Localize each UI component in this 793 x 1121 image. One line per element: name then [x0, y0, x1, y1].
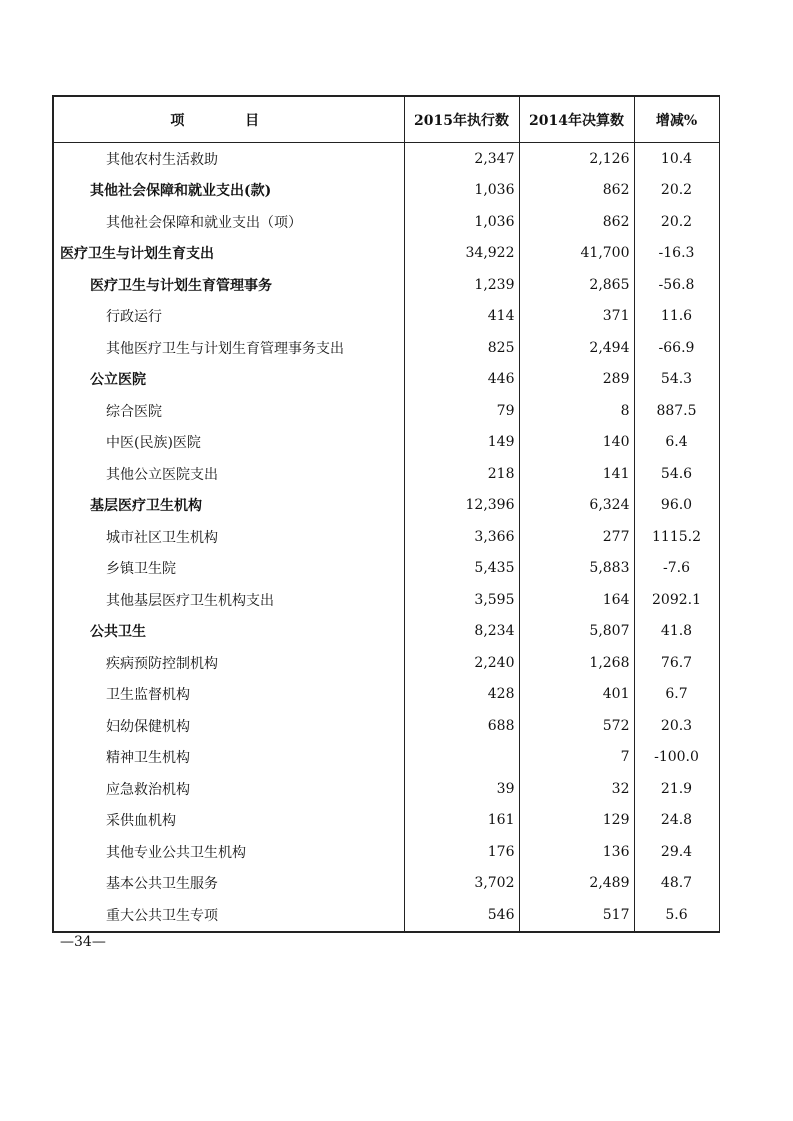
row-change-pct: -16.3	[634, 238, 719, 270]
row-value-2014: 140	[519, 427, 634, 459]
table-row	[53, 206, 719, 238]
row-value-2015: 1,239	[404, 269, 519, 301]
row-change-pct: 24.8	[634, 805, 719, 837]
row-value-2015: 12,396	[404, 490, 519, 522]
row-value-2014: 371	[519, 301, 634, 333]
budget-table	[52, 95, 720, 933]
row-value-2015: 2,347	[404, 143, 519, 175]
row-change-pct: 20.2	[634, 175, 719, 207]
row-value-2015: 39	[404, 773, 519, 805]
row-item-name: 行政运行	[53, 301, 404, 333]
row-value-2015: 1,036	[404, 206, 519, 238]
row-item-name: 城市社区卫生机构	[53, 521, 404, 553]
table-row	[53, 427, 719, 459]
row-item-name: 其他公立医院支出	[53, 458, 404, 490]
row-value-2014: 2,126	[519, 143, 634, 175]
page-number: —34—	[60, 934, 106, 950]
row-value-2014: 517	[519, 899, 634, 932]
row-change-pct: 54.6	[634, 458, 719, 490]
row-change-pct: 6.4	[634, 427, 719, 459]
row-value-2014: 129	[519, 805, 634, 837]
row-item-name: 其他农村生活救助	[53, 143, 404, 175]
row-value-2015: 414	[404, 301, 519, 333]
row-value-2015: 1,036	[404, 175, 519, 207]
row-value-2014: 2,865	[519, 269, 634, 301]
row-value-2014: 32	[519, 773, 634, 805]
row-value-2014: 5,807	[519, 616, 634, 648]
row-item-name: 应急救治机构	[53, 773, 404, 805]
table-row	[53, 868, 719, 900]
row-value-2014: 862	[519, 175, 634, 207]
row-value-2014: 141	[519, 458, 634, 490]
row-value-2015: 218	[404, 458, 519, 490]
row-value-2015: 5,435	[404, 553, 519, 585]
row-item-name: 其他社会保障和就业支出(款)	[53, 175, 404, 207]
header-change: 增减%	[634, 96, 719, 143]
row-change-pct: 54.3	[634, 364, 719, 396]
table-header-row	[53, 96, 719, 143]
row-item-name: 基本公共卫生服务	[53, 868, 404, 900]
table-row	[53, 616, 719, 648]
row-item-name: 基层医疗卫生机构	[53, 490, 404, 522]
row-value-2014: 136	[519, 836, 634, 868]
table-row	[53, 773, 719, 805]
row-value-2014: 7	[519, 742, 634, 774]
table-row	[53, 269, 719, 301]
table-row	[53, 553, 719, 585]
row-change-pct: 10.4	[634, 143, 719, 175]
row-value-2014: 2,494	[519, 332, 634, 364]
table-row	[53, 679, 719, 711]
row-value-2014: 401	[519, 679, 634, 711]
row-value-2014: 277	[519, 521, 634, 553]
header-2015: 2015年执行数	[404, 96, 519, 143]
row-change-pct: 6.7	[634, 679, 719, 711]
row-change-pct: 20.2	[634, 206, 719, 238]
row-value-2015: 546	[404, 899, 519, 932]
row-item-name: 医疗卫生与计划生育支出	[53, 238, 404, 270]
table-row	[53, 805, 719, 837]
row-item-name: 其他医疗卫生与计划生育管理事务支出	[53, 332, 404, 364]
row-item-name: 中医(民族)医院	[53, 427, 404, 459]
row-value-2014: 289	[519, 364, 634, 396]
row-value-2015: 2,240	[404, 647, 519, 679]
row-value-2015: 446	[404, 364, 519, 396]
row-item-name: 医疗卫生与计划生育管理事务	[53, 269, 404, 301]
row-item-name: 卫生监督机构	[53, 679, 404, 711]
row-change-pct: 48.7	[634, 868, 719, 900]
row-value-2015: 176	[404, 836, 519, 868]
table-row	[53, 899, 719, 932]
table-row	[53, 364, 719, 396]
row-change-pct: 76.7	[634, 647, 719, 679]
table-row	[53, 742, 719, 774]
table-body	[53, 143, 719, 932]
table-row	[53, 584, 719, 616]
row-item-name: 乡镇卫生院	[53, 553, 404, 585]
table-row	[53, 332, 719, 364]
row-value-2015: 688	[404, 710, 519, 742]
row-item-name: 综合医院	[53, 395, 404, 427]
row-change-pct: 20.3	[634, 710, 719, 742]
row-item-name: 采供血机构	[53, 805, 404, 837]
header-item: 项 目	[53, 96, 404, 143]
row-value-2015: 79	[404, 395, 519, 427]
row-change-pct: 96.0	[634, 490, 719, 522]
row-item-name: 公共卫生	[53, 616, 404, 648]
table-row	[53, 143, 719, 175]
row-item-name: 疾病预防控制机构	[53, 647, 404, 679]
table-row	[53, 647, 719, 679]
row-value-2015: 3,366	[404, 521, 519, 553]
row-value-2015: 3,702	[404, 868, 519, 900]
row-value-2015: 3,595	[404, 584, 519, 616]
table-row	[53, 521, 719, 553]
row-item-name: 其他基层医疗卫生机构支出	[53, 584, 404, 616]
row-value-2014: 8	[519, 395, 634, 427]
row-value-2015: 428	[404, 679, 519, 711]
row-change-pct: 11.6	[634, 301, 719, 333]
row-change-pct: 1115.2	[634, 521, 719, 553]
row-item-name: 精神卫生机构	[53, 742, 404, 774]
row-change-pct: -56.8	[634, 269, 719, 301]
header-2014: 2014年决算数	[519, 96, 634, 143]
row-value-2015: 825	[404, 332, 519, 364]
row-change-pct: 5.6	[634, 899, 719, 932]
row-value-2015: 8,234	[404, 616, 519, 648]
row-change-pct: 887.5	[634, 395, 719, 427]
row-item-name: 妇幼保健机构	[53, 710, 404, 742]
row-change-pct: 2092.1	[634, 584, 719, 616]
row-value-2014: 2,489	[519, 868, 634, 900]
row-value-2014: 164	[519, 584, 634, 616]
row-value-2014: 5,883	[519, 553, 634, 585]
row-value-2015: 149	[404, 427, 519, 459]
row-value-2014: 572	[519, 710, 634, 742]
row-value-2014: 41,700	[519, 238, 634, 270]
row-value-2014: 862	[519, 206, 634, 238]
row-change-pct: -7.6	[634, 553, 719, 585]
table-row	[53, 710, 719, 742]
table-row	[53, 458, 719, 490]
row-item-name: 公立医院	[53, 364, 404, 396]
row-item-name: 其他专业公共卫生机构	[53, 836, 404, 868]
row-value-2015	[404, 742, 519, 774]
row-item-name: 其他社会保障和就业支出（项）	[53, 206, 404, 238]
table-row	[53, 175, 719, 207]
row-change-pct: 21.9	[634, 773, 719, 805]
row-change-pct: 41.8	[634, 616, 719, 648]
row-item-name: 重大公共卫生专项	[53, 899, 404, 932]
row-value-2015: 34,922	[404, 238, 519, 270]
table-row	[53, 490, 719, 522]
table-row	[53, 238, 719, 270]
row-change-pct: -66.9	[634, 332, 719, 364]
row-change-pct: -100.0	[634, 742, 719, 774]
row-value-2014: 1,268	[519, 647, 634, 679]
table-row	[53, 395, 719, 427]
row-change-pct: 29.4	[634, 836, 719, 868]
table-row	[53, 301, 719, 333]
row-value-2015: 161	[404, 805, 519, 837]
row-value-2014: 6,324	[519, 490, 634, 522]
table-row	[53, 836, 719, 868]
